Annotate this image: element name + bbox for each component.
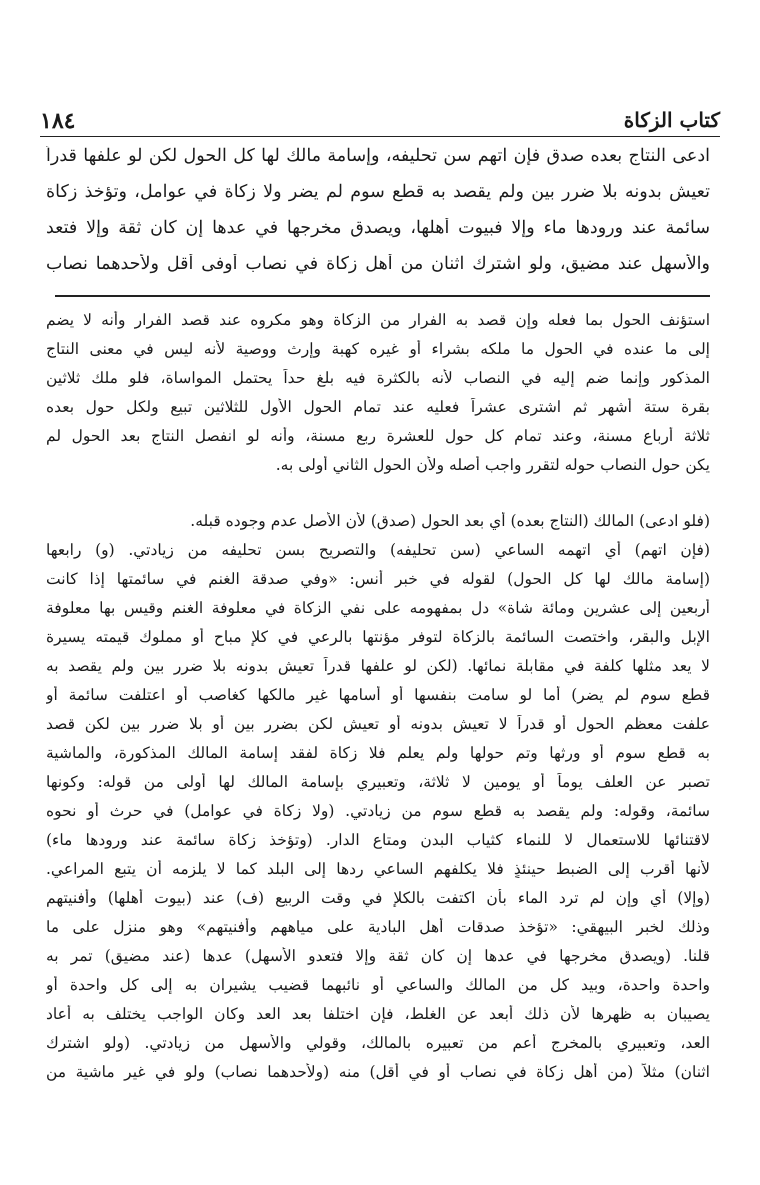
text-line: اثنان) مثلاً (من أهل زكاة في نصاب أو في أقل) منه (ولأحدهما نصاب) ولو في غير ماشية من xyxy=(46,1063,710,1081)
text-line: تعيش بدونه بلا ضرر بين ولم يقصد به قطع سوم لم يضر ولا زكاة في عوامل، وتؤخذ زكاة xyxy=(46,182,710,202)
text-line: يكن حول النصاب حوله لتقرر واجب أصله ولأن الحول الثاني أولى به. xyxy=(275,456,710,474)
text-line: قلنا. (ويصدق مخرجها في عدها إن كان ثقة وإلا فتعدو الأسهل) عدها (عند مضيق) تمر به xyxy=(46,947,710,965)
text-line: يصيبان به ظهرها لأن ذلك أبعد عن الغلط، فإن اختلفا بعد العد وكان الواجب يختلف به أعاد xyxy=(46,1005,710,1023)
text-line: (إسامة مالك لها كل الحول) لقوله في خبر أنس: «وفي صدقة الغنم في سائمتها إذا كانت xyxy=(46,570,710,588)
text-line: العد، وتعبيري بالمخرج أعم من تعبيره بالمالك، وقولي والأسهل من زيادتي. (ولو اشترك xyxy=(46,1034,710,1052)
text-line: وذلك لخبر البيهقي: «تؤخذ صدقات أهل البادية على مياههم وأفنيتهم» وهو منزل على ما xyxy=(46,918,710,936)
text-line: لأنها أقرب إلى الضبط حينئذٍ فلا يكلفهم الساعي ردها إلى البلد كما لا يلزمه أن يتبع المراعي. xyxy=(46,860,710,878)
page-number: ١٨٤ xyxy=(40,108,76,134)
text-line: واحدة واحدة، وبيد كل من المالك والساعي أو نائبهما قضيب يشيران به إلى كل واحدة أو xyxy=(46,976,710,994)
text-line: لاقتنائها للاستعمال لا للنماء كثياب البدن ومتاع الدار. (وتؤخذ زكاة سائمة عند ورودها ماء) xyxy=(46,831,710,849)
text-line: به قطع سوم أو ورثها وتم حولها ولم يعلم فلا زكاة لفقد إسامة المالك المذكورة، والماشية xyxy=(46,744,710,762)
text-line: بقرة ستة أشهر ثم اشترى عشراً فعليه عند تمام الحول الأول للثلاثين تبيع ولكل حول بعده xyxy=(46,398,710,416)
text-line: تصبر عن العلف يوماً أو يومين لا ثلاثة، وتعبيري بإسامة المالك لها أولى من قوله: وكونها xyxy=(46,773,710,791)
text-line: المذكور وإنما ضم إليه في النصاب لأنه بالكثرة فيه بلغ حداً يحتمل المواساة، فلو ملك ثلاثين xyxy=(46,369,710,387)
text-line: لا يعد مثلها كلفة في مقابلة نمائها. (لكن لو علفها قدراً تعيش بدونه بلا ضرر بين ولم يقصد به xyxy=(46,657,710,675)
text-line: أربعين إلى عشرين ومائة شاة» دل بمفهومه على نفي الزكاة في معلوفة الغنم وقيس بها معلوفة xyxy=(46,599,710,617)
book-title: كتاب الزكاة xyxy=(623,108,720,132)
text-line: ادعى النتاج بعده صدق فإن اتهم سن تحليفه، وإسامة مالك لها كل الحول لكن لو علفها قدراً xyxy=(46,146,710,166)
text-line: علفت معظم الحول أو قدراً لا تعيش بدونه أو تعيش لكن بضرر بين أو بلا ضرر بين لكن قصد xyxy=(46,715,710,733)
text-line: (وإلا) أي وإن لم ترد الماء بأن اكتفت بالكلإ في وقت الربيع (ف) عند (بيوت أهلها) وأفنيتهم xyxy=(46,889,710,907)
text-line: ثلاثة أرباع مسنة، وعند تمام كل حول للعشرة ربع مسنة، وأنه لو انفصل النتاج بعد الحول لم xyxy=(46,427,710,445)
text-line: إلى ما عنده في الحول ما ملكه بشراء أو غيره كهبة وإرث ووصية لأنه ليس في معنى النتاج xyxy=(46,340,710,358)
text-line: (فإن اتهم) أي اتهمه الساعي (سن تحليفه) والتصريح بسن تحليفه من زيادتي. (و) رابعها xyxy=(46,541,710,559)
text-line: الإبل والبقر، واختصت السائمة بالزكاة لتوفر مؤنتها بالرعي في كلإ مباح أو مملوك قيمته يسيرة xyxy=(46,628,710,646)
text-line: (فلو ادعى) المالك (النتاج بعده) أي بعد الحول (صدق) لأن الأصل عدم وجوده قبله. xyxy=(190,512,710,530)
section-divider xyxy=(55,295,710,297)
text-line: سائمة عند ورودها ماء وإلا فبيوت أهلها، ويصدق مخرجها في عدها إن كان ثقة وإلا فتعد xyxy=(46,218,710,238)
text-line: سائمة، وقوله: ولم يقصد به قطع سوم من زيادتي. (ولا زكاة في عوامل) في حرث أو نحوه xyxy=(46,802,710,820)
text-line: قطع سوم لم يضر) أما لو سامت بنفسها أو أسامها غير مالكها كغاصب أو اعتلفت سائمة أو xyxy=(46,686,710,704)
text-line: استؤنف الحول بما فعله وإن قصد به الفرار من الزكاة وهو مكروه عند قصد الفرار وأنه لا يضم xyxy=(46,311,710,329)
page-header xyxy=(40,102,720,137)
text-line: والأسهل عند مضيق، ولو اشترك اثنان من أهل زكاة في نصاب أوفى أقل ولأحدهما نصاب xyxy=(46,254,710,274)
